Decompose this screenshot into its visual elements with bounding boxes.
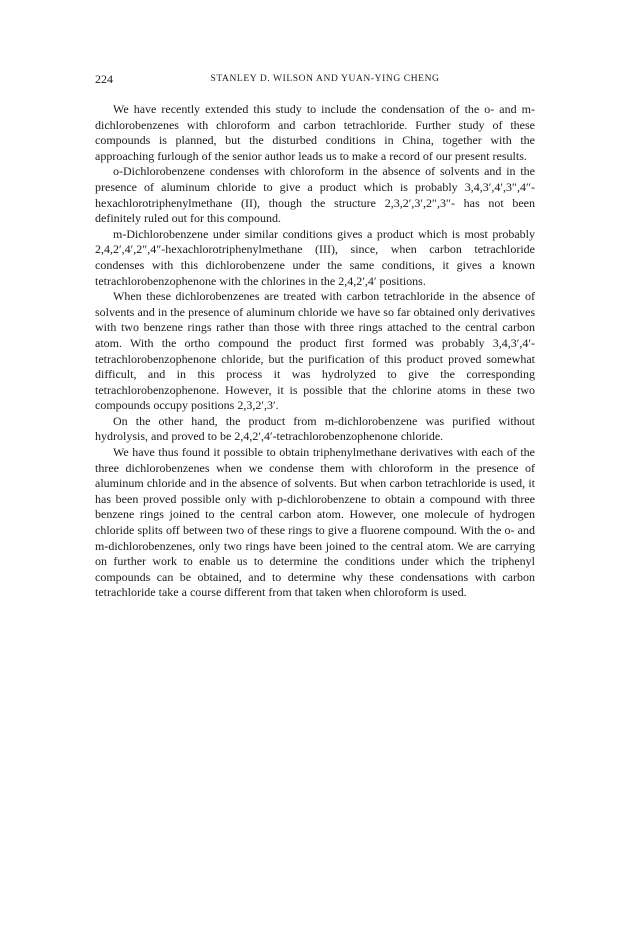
page-number: 224 xyxy=(95,72,113,86)
paragraph: o-Dichlorobenzene condenses with chloroform in the absence of solvents and in the presence of aluminum chloride to give a product which is probably 3,4,3′,4′,3″,4″-hexachlorotriphenylmethane (II), though the structure 2,3,2′,3′,2″,3″- has not been definitely ruled out for this compound. xyxy=(95,164,535,226)
page xyxy=(95,72,535,601)
paragraph: When these dichlorobenzenes are treated with carbon tetrachloride in the absence of solvents and in the presence of aluminum chloride we have so far obtained only derivatives with two benzene rings rather than those with three rings attached to the central carbon atom. With the ortho compound the product first formed was probably 3,4,3′,4′-tetrachlorobenzophenone chloride, but the purification of this product proved somewhat difficult, and in this process it was hydrolyzed to give the corresponding tetrachlorobenzophenone. However, it is possible that the chlorine atoms in these two compounds occupy positions 2,3,2′,3′. xyxy=(95,289,535,413)
paragraph: m-Dichlorobenzene under similar conditions gives a product which is most probably 2,4,2′,4′,2″,4″-hexachlorotriphenylmethane (III), since, when carbon tetrachloride condenses with this dichlorobenzene under the same conditions, it gives a known tetrachlorobenzophenone with the chlorines in the 2,4,2′,4′ positions. xyxy=(95,226,535,288)
paragraph: On the other hand, the product from m-dichlorobenzene was purified without hydrolysis, and proved to be 2,4,2′,4′-tetrachlorobenzophenone chloride. xyxy=(95,413,535,444)
running-title: STANLEY D. WILSON AND YUAN-YING CHENG xyxy=(210,74,440,84)
paragraph: We have recently extended this study to include the condensation of the o- and m-dichlorobenzenes with chloroform and carbon tetrachloride. Further study of these compounds is planned, but the disturbed conditions in China, together with the approaching furlough of the senior author leads us to make a record of our present results. xyxy=(95,102,535,163)
running-head xyxy=(95,72,535,90)
paragraph: We have thus found it possible to obtain triphenylmethane derivatives with each of the three dichlorobenzenes when we condense them with chloroform in the presence of aluminum chloride and in the absence of solvents. But when carbon tetrachloride is used, it has been proved possible only with p-dichlorobenzene to obtain a compound with three benzene rings joined to the central carbon atom. However, one molecule of hydrogen chloride splits off between two of these rings to give a fluorene compound. With the o- and m-dichlorobenzenes, only two rings have been joined to the central atom. We are carrying on further work to enable us to determine the conditions under which the triphenyl compounds can be obtained, and to determine why these condensations with carbon tetrachloride take a course different from that taken when chloroform is used. xyxy=(95,445,535,600)
